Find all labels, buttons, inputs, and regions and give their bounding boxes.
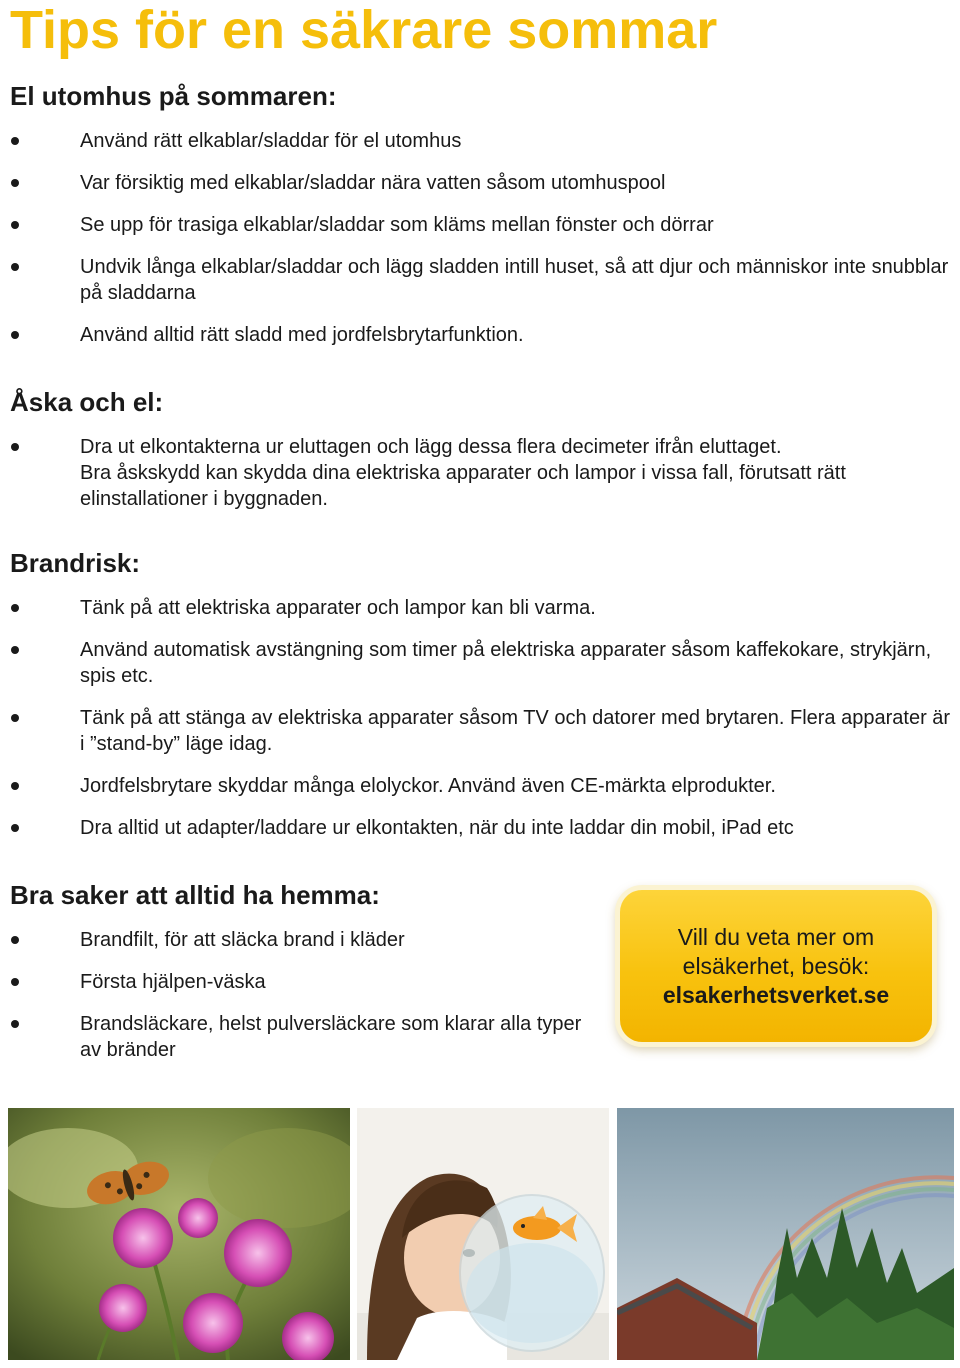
section-outdoor-electricity xyxy=(10,80,955,348)
bullet-icon xyxy=(11,331,19,339)
bullet-icon xyxy=(11,604,19,612)
page-title: Tips för en säkrare sommar xyxy=(10,0,718,60)
list-item: Var försiktig med elkablar/sladdar nära vatten såsom utomhuspool xyxy=(10,170,955,196)
bullet-icon xyxy=(11,782,19,790)
list-item: Undvik långa elkablar/sladdar och lägg sladden intill huset, så att djur och människor inte snubblar på sladdarna xyxy=(10,254,955,306)
girl-goldfish-photo xyxy=(357,1108,609,1360)
rainbow-trees-photo xyxy=(617,1108,954,1360)
section-heading: Bra saker att alltid ha hemma: xyxy=(10,880,380,910)
bullet-icon xyxy=(11,714,19,722)
list-item: Dra ut elkontakterna ur eluttagen och lägg dessa flera decimeter ifrån eluttaget. xyxy=(10,434,955,460)
bullet-icon xyxy=(11,646,19,654)
bullet-list xyxy=(10,128,955,348)
website-link[interactable]: elsakerhetsverket.se xyxy=(662,981,890,1008)
bullet-icon xyxy=(11,824,19,832)
callout-text-line: elsäkerhet, besök: xyxy=(682,952,870,979)
bullet-icon xyxy=(11,978,19,986)
bullet-icon xyxy=(11,263,19,271)
list-item: Brandsläckare, helst pulversläckare som klarar alla typer av bränder xyxy=(10,1011,600,1063)
list-item: Använd rätt elkablar/sladdar för el utomhus xyxy=(10,128,955,154)
bullet-icon xyxy=(11,221,19,229)
section-heading: Brandrisk: xyxy=(10,548,141,578)
bullet-icon xyxy=(11,179,19,187)
list-item: Se upp för trasiga elkablar/sladdar som kläms mellan fönster och dörrar xyxy=(10,212,955,238)
list-item: Brandfilt, för att släcka brand i kläder xyxy=(10,927,600,953)
section-heading: El utomhus på sommaren: xyxy=(10,81,337,111)
section-heading: Åska och el: xyxy=(10,387,164,417)
section-fire-risk xyxy=(10,547,955,841)
list-item: Tänk på att stänga av elektriska apparater såsom TV och datorer med brytaren. Flera apparater är i ”stand-by” läge idag. xyxy=(10,705,955,757)
list-item: Använd alltid rätt sladd med jordfelsbrytarfunktion. xyxy=(10,322,955,348)
section-thunder xyxy=(10,386,955,512)
list-item: Tänk på att elektriska apparater och lampor kan bli varma. xyxy=(10,595,955,621)
list-item: Första hjälpen-väska xyxy=(10,969,600,995)
info-callout xyxy=(620,890,932,1042)
bullet-list xyxy=(10,595,955,841)
bullet-icon xyxy=(11,1020,19,1028)
bullet-icon xyxy=(11,137,19,145)
list-item-continuation: Bra åskskydd kan skydda dina elektriska apparater och lampor i vissa fall, förutsatt rätt elinstallationer i byggnaden. xyxy=(80,462,846,510)
list-item: Använd automatisk avstängning som timer på elektriska apparater såsom kaffekokare, strykjärn, spis etc. xyxy=(10,637,955,689)
list-item: Jordfelsbrytare skyddar många elolyckor. Använd även CE-märkta elprodukter. xyxy=(10,773,955,799)
bullet-list xyxy=(10,434,955,512)
callout-text-line: Vill du veta mer om xyxy=(677,923,875,950)
bullet-icon xyxy=(11,936,19,944)
butterfly-flowers-photo xyxy=(8,1108,350,1360)
bullet-icon xyxy=(11,443,19,451)
list-item: Dra alltid ut adapter/laddare ur elkontakten, när du inte laddar din mobil, iPad etc xyxy=(10,815,955,841)
